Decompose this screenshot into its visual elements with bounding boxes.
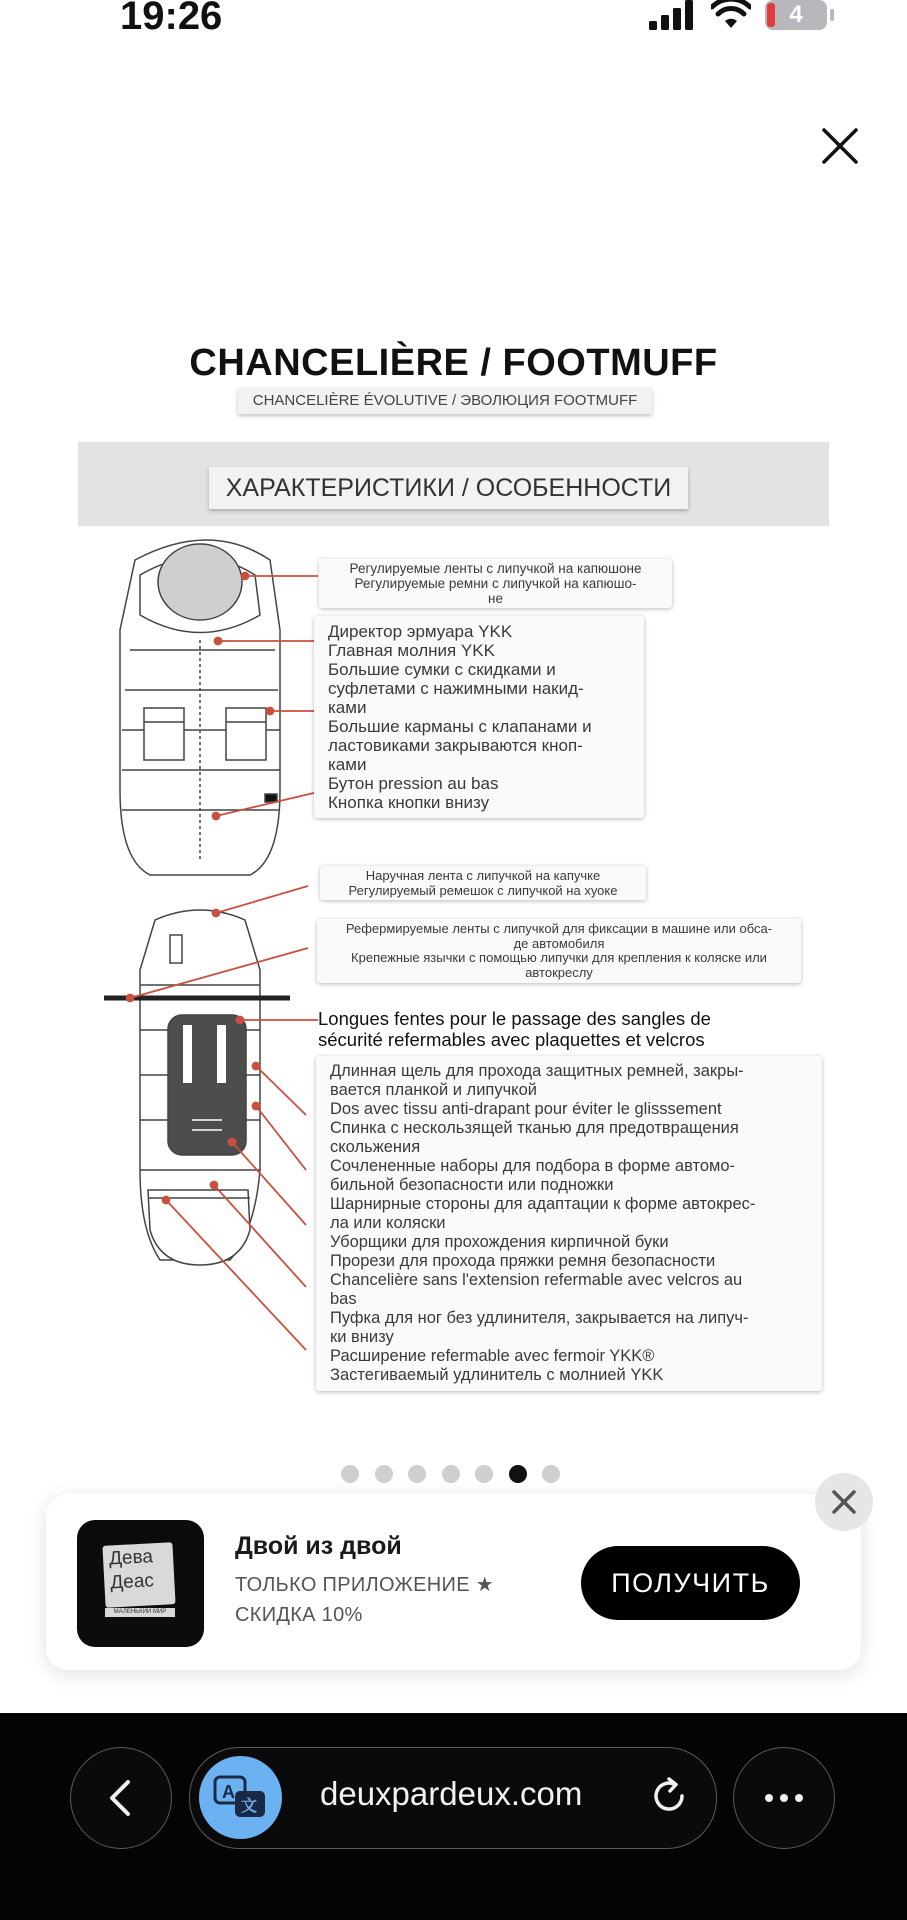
feature-line: ками xyxy=(328,755,367,774)
url-text[interactable]: deuxpardeux.com xyxy=(320,1775,583,1812)
feature-line: Большие сумки с скидками и xyxy=(328,660,556,679)
feature-line: вается планкой и липучкой xyxy=(330,1081,537,1099)
feature-line: Расширение refermable avec fermoir YKK® xyxy=(330,1347,655,1365)
feature-line: ки внизу xyxy=(330,1328,394,1346)
feature-line: Регулируемый ремешок с липучкой на хуоке xyxy=(348,883,618,898)
feature-line: Застегиваемый удлинитель с молнией YKK xyxy=(330,1366,664,1384)
feature-hood-straps xyxy=(319,559,672,608)
app-promo-line: ТОЛЬКО ПРИЛОЖЕНИЕ ★ xyxy=(235,1574,494,1596)
footmuff-illustration xyxy=(80,530,320,1370)
close-icon xyxy=(831,1489,857,1515)
chevron-left-icon xyxy=(106,1778,136,1818)
feature-line: де автомобиля xyxy=(513,935,605,951)
svg-text:A: A xyxy=(221,1781,235,1802)
feature-line: Спинка с нескользящей тканью для предотвращения xyxy=(330,1119,739,1137)
battery-indicator xyxy=(765,0,827,30)
feature-back-details xyxy=(316,1056,822,1391)
app-name: Двой из двой xyxy=(235,1532,402,1560)
carousel-dot[interactable] xyxy=(475,1465,493,1483)
app-icon[interactable] xyxy=(77,1520,204,1647)
feature-line: Longues fentes pour le passage des sangles de xyxy=(318,1008,711,1029)
feature-line: не xyxy=(488,591,503,606)
feature-line: Длинная щель для прохода защитных ремней, закры- xyxy=(330,1062,744,1080)
back-button[interactable] xyxy=(70,1747,172,1849)
carousel-dot[interactable] xyxy=(375,1465,393,1483)
feature-line: Dos avec tissu anti-drapant pour éviter le glisssement xyxy=(330,1100,722,1118)
feature-line: Рефермируемые ленты с липучкой для фиксации в машине или обса- xyxy=(345,921,773,936)
app-icon-logo xyxy=(102,1542,175,1608)
app-icon-strip: МАЛЕНЬКИЙ МИР xyxy=(105,1608,175,1617)
feature-line: автокреслу xyxy=(525,964,593,980)
feature-line: скольжения xyxy=(330,1138,421,1156)
feature-line: Большие карманы с клапанами и xyxy=(328,717,592,736)
feature-french-text xyxy=(318,1008,788,1050)
signal-icon xyxy=(649,0,697,30)
feature-line: sécurité refermables avec plaquettes et velcros xyxy=(318,1029,705,1050)
feature-line: Крепежные язычки с помощью липучки для крепления к коляске или xyxy=(351,950,767,966)
status-icons xyxy=(649,0,827,30)
feature-line: бильной безопасности или подножки xyxy=(330,1176,614,1194)
app-icon-text: Дева xyxy=(108,1546,154,1570)
status-time: 19:26 xyxy=(120,0,223,38)
more-icon xyxy=(764,1793,804,1803)
feature-line: Наручная лента с липучкой на капучке xyxy=(365,868,601,883)
banner-close-button[interactable] xyxy=(815,1473,873,1531)
carousel-dot[interactable] xyxy=(341,1465,359,1483)
translate-button[interactable] xyxy=(199,1756,282,1839)
feature-hood-band xyxy=(320,866,646,900)
feature-line: Сочлененные наборы для подбора в форме автомо- xyxy=(330,1157,736,1175)
feature-line: Шарнирные стороны для адаптации к форме автокрес- xyxy=(330,1195,756,1213)
carousel-dot[interactable] xyxy=(442,1465,460,1483)
close-icon[interactable] xyxy=(818,124,862,168)
feature-line: Прорези для прохода пряжки ремня безопасности xyxy=(330,1252,716,1270)
get-app-button[interactable]: ПОЛУЧИТЬ xyxy=(581,1546,800,1620)
feature-fixing-straps xyxy=(317,919,801,983)
feature-line: Chancelière sans l'extension refermable avec velcros au xyxy=(330,1271,743,1289)
feature-line: ла или коляски xyxy=(330,1214,446,1232)
feature-line: Регулируемые ленты с липучкой на капюшоне xyxy=(349,561,642,576)
product-title: CHANCELIÈRE / FOOTMUFF xyxy=(189,342,718,384)
carousel-dots xyxy=(341,1465,560,1483)
app-discount-line: СКИДКА 10% xyxy=(235,1604,363,1626)
carousel-dot[interactable] xyxy=(542,1465,560,1483)
wifi-icon xyxy=(711,0,751,30)
carousel-dot[interactable] xyxy=(509,1465,527,1483)
product-subtitle: CHANCELIÈRE ÉVOLUTIVE / ЭВОЛЮЦИЯ FOOTMUFF xyxy=(238,388,652,414)
feature-line: Директор эрмуара YKK xyxy=(328,622,513,641)
battery-level: 4 xyxy=(789,1,803,28)
feature-line: Кнопка кнопки внизу xyxy=(328,793,490,812)
feature-line: Уборщики для прохождения кирпичной буки xyxy=(330,1233,669,1251)
reload-icon[interactable] xyxy=(648,1775,690,1817)
feature-line: bas xyxy=(330,1290,357,1308)
feature-line: Пуфка для ног без удлинителя, закрывается на липуч- xyxy=(330,1309,749,1327)
feature-zip-pockets xyxy=(314,616,644,818)
app-icon-text: Деас xyxy=(109,1570,155,1594)
feature-line: суфлетами с нажимными накид- xyxy=(328,679,584,698)
feature-line: ками xyxy=(328,698,367,717)
feature-line: Бутон pression au bas xyxy=(328,774,499,793)
more-button[interactable] xyxy=(733,1747,835,1849)
translate-icon xyxy=(213,1775,269,1821)
feature-line: Главная молния YKK xyxy=(328,641,495,660)
features-label: ХАРАКТЕРИСТИКИ / ОСОБЕННОСТИ xyxy=(209,467,688,509)
feature-line: ластовиками закрываются кноп- xyxy=(328,736,583,755)
svg-text:文: 文 xyxy=(240,1797,257,1815)
feature-line: Регулируемые ремни с липучкой на капюшо- xyxy=(354,576,637,591)
carousel-dot[interactable] xyxy=(408,1465,426,1483)
